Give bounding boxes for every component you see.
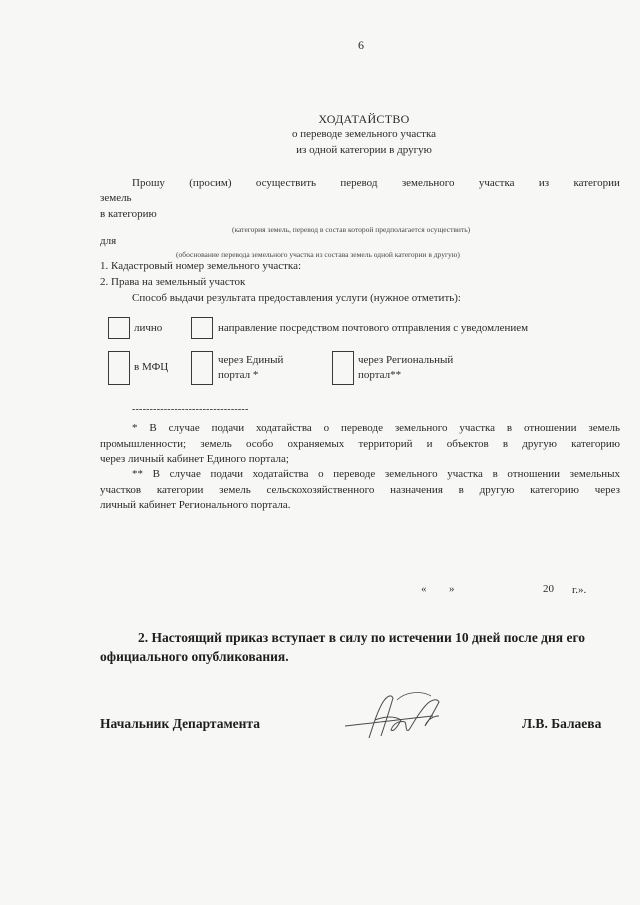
- date-close-quote: »: [449, 583, 455, 595]
- document-title: ХОДАТАЙСТВО: [318, 112, 410, 126]
- option-mfc-label: в МФЦ: [134, 361, 169, 373]
- signatory-name: Л.В. Балаева: [522, 716, 602, 731]
- justification-hint: (обоснование перевода земельного участка из состава земель одной категории в другую): [176, 250, 460, 259]
- request-word: участка: [478, 177, 515, 189]
- footnote-2-line-2: [100, 484, 620, 496]
- request-line-3: в категорию: [100, 208, 157, 220]
- date-year-prefix: 20: [543, 583, 554, 595]
- footnote-1-text: * В случае подачи ходатайства о переводе земельного участка в отношении земель: [132, 422, 620, 434]
- option-regional-portal-label-1: через Региональный: [358, 354, 454, 366]
- delivery-method-heading: Способ выдачи результата предоставления услуги (нужное отметить):: [132, 292, 461, 304]
- checkbox-regional-portal[interactable]: [332, 351, 354, 385]
- checkbox-unified-portal[interactable]: [191, 351, 213, 385]
- request-line-4: для: [100, 235, 117, 247]
- date-year-suffix: г.».: [572, 584, 587, 596]
- date-open-quote: «: [421, 583, 427, 595]
- signatory-title: Начальник Департамента: [100, 716, 260, 731]
- cadastral-number-item: 1. Кадастровый номер земельного участка:: [100, 260, 302, 272]
- request-word: осуществить: [255, 177, 317, 189]
- land-rights-item: 2. Права на земельный участок: [100, 276, 246, 288]
- option-unified-portal-label-1: через Единый: [218, 354, 284, 366]
- request-word: земельного: [401, 177, 455, 189]
- footnote-1-line-1: [132, 422, 620, 434]
- request-word: Прошу: [132, 177, 165, 189]
- handwritten-signature: [335, 686, 455, 746]
- document-subtitle-1: о переводе земельного участка: [291, 128, 437, 140]
- request-line-2: земель: [100, 192, 132, 204]
- footnote-2-line-3: личный кабинет Регионального портала.: [100, 499, 291, 511]
- option-regional-portal-label-2: портал**: [358, 369, 402, 381]
- order-text-line-1: 2. Настоящий приказ вступает в силу по истечении 10 дней после дня его: [138, 630, 586, 645]
- option-personally-label: лично: [134, 322, 163, 334]
- footnote-2-line-1: [132, 468, 620, 480]
- document-subtitle-2: из одной категории в другую: [296, 144, 432, 156]
- request-word: (просим): [189, 177, 232, 189]
- page-number: 6: [358, 38, 364, 52]
- checkbox-mfc[interactable]: [108, 351, 130, 385]
- footnote-2-text: ** В случае подачи ходатайства о переводе земельного участка в отношении земельных: [132, 468, 620, 480]
- request-word: перевод: [340, 177, 378, 189]
- request-word: из: [538, 177, 550, 189]
- option-post-label: направление посредством почтового отправления с уведомлением: [218, 322, 529, 334]
- footnote-1-line-2: [100, 438, 620, 450]
- option-unified-portal-label-2: портал *: [218, 369, 259, 381]
- request-line-1: [132, 177, 620, 189]
- footnote-2-text: участков категории земель сельскохозяйственного назначения в другую категорию через: [100, 484, 620, 496]
- order-text-line-2: официального опубликования.: [100, 649, 289, 664]
- footnote-1-line-3: через личный кабинет Единого портала;: [100, 453, 289, 465]
- request-word: категории: [573, 177, 620, 189]
- footnote-1-text: промышленности; земель особо охраняемых территорий и объектов в другую категорию: [100, 438, 620, 450]
- checkbox-personally[interactable]: [108, 317, 130, 339]
- footnote-separator: ---------------------------------: [132, 404, 249, 415]
- category-hint: (категория земель, перевод в состав которой предполагается осуществить): [232, 225, 471, 234]
- checkbox-post[interactable]: [191, 317, 213, 339]
